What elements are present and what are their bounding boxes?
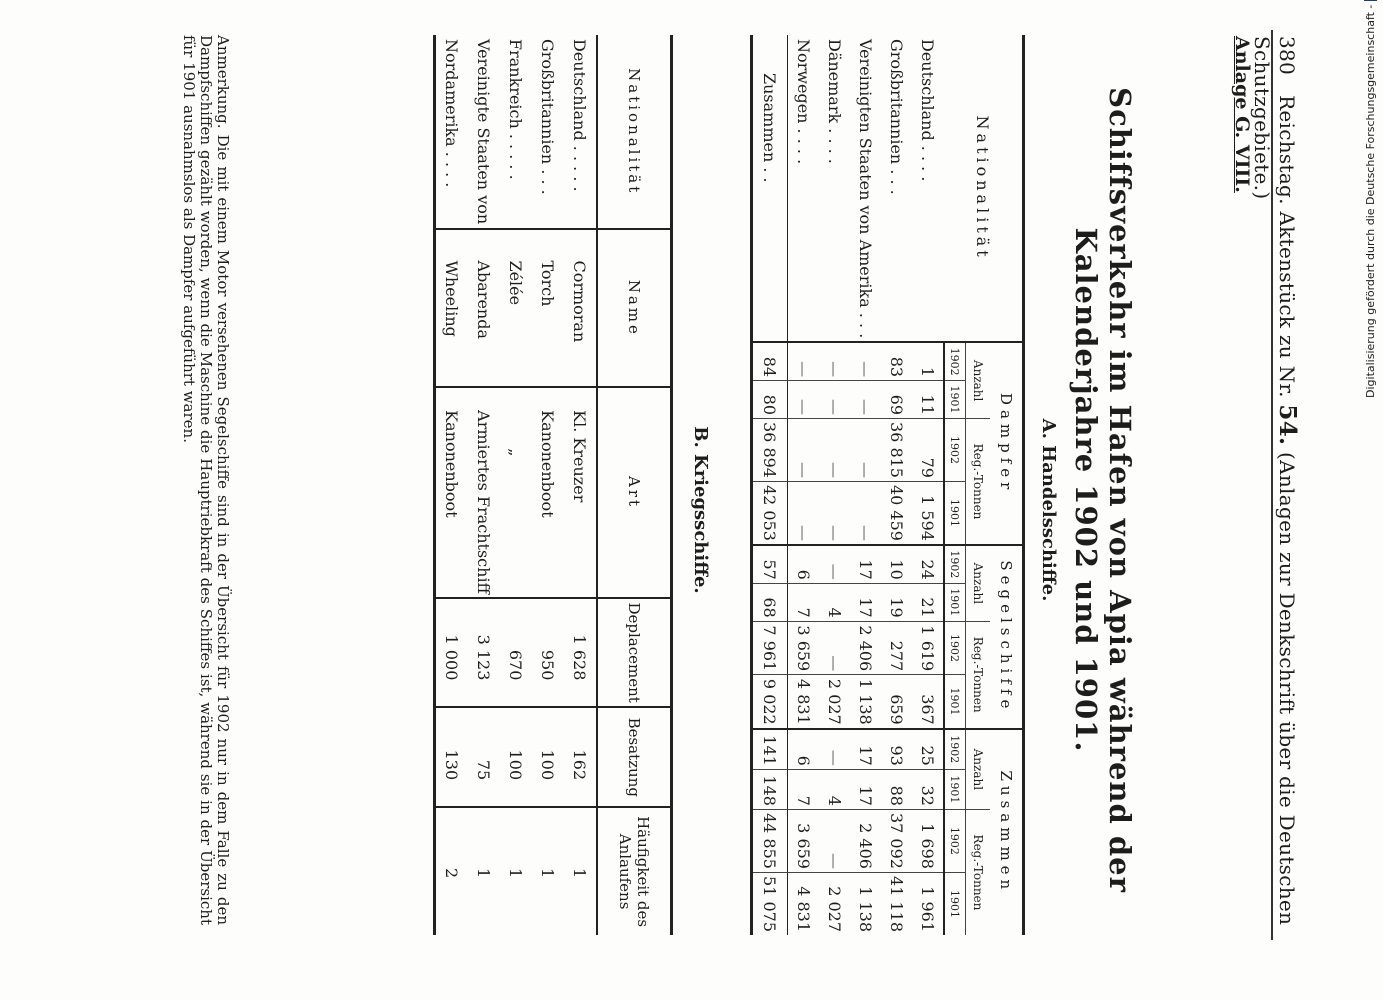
table-row — [468, 35, 500, 935]
cell-value: 36 894 — [752, 419, 788, 482]
cell-value: 2 027 — [819, 675, 850, 729]
sub-count: Anzahl — [966, 729, 991, 810]
cell-value: 141 — [752, 729, 788, 770]
year-label: 1901 — [944, 583, 966, 621]
cell-value: 10 — [881, 545, 912, 583]
cell-value: 36 815 — [881, 419, 912, 482]
crew: 75 — [468, 707, 500, 807]
cell-value: 9 022 — [752, 675, 788, 729]
table-body — [752, 35, 945, 935]
cell-value: 2 406 — [850, 621, 881, 675]
col-besatzung: Besatzung — [597, 707, 672, 807]
row-nationality: Dänemark . . . . — [819, 35, 850, 342]
header-rule — [1271, 30, 1273, 940]
cell-value: 1 698 — [912, 809, 944, 872]
cell-value: 17 — [850, 729, 881, 770]
cell-value: 367 — [912, 675, 944, 729]
header-text: Reichstag. Aktenstück zu Nr. — [1275, 95, 1299, 398]
cell-value: — — [788, 419, 820, 482]
col-deplacement: Deplacement — [597, 598, 672, 707]
year-label: 1901 — [944, 381, 966, 419]
cell-value: 1 961 — [918, 886, 937, 932]
deplacement: 1 628 — [564, 598, 597, 707]
table-body — [435, 35, 598, 935]
cell-value: 1 619 — [912, 621, 944, 675]
cell-value: — — [850, 342, 881, 380]
cell-value: 80 — [752, 381, 788, 419]
crew: 130 — [435, 707, 469, 807]
deplacement: 3 123 — [468, 598, 500, 707]
cell-value: — — [850, 481, 881, 544]
cell-value: 40 459 — [881, 481, 912, 544]
deplacement: 1 000 — [435, 598, 469, 707]
row-nationality: Deutschland . . . . — [912, 35, 944, 342]
cell-value: 32 — [912, 769, 944, 809]
row-nationality: Vereinigte Staaten von — [468, 35, 500, 229]
cell-value: 2 406 — [850, 809, 881, 872]
cell-value: 3 659 — [788, 809, 820, 872]
document-page — [9, 0, 1349, 960]
cell-value: 17 — [850, 545, 881, 583]
cell-value: 68 — [752, 583, 788, 621]
group-segelschiffe: Segelschiffe — [990, 545, 1024, 729]
cell-value: 11 — [912, 381, 944, 419]
call-frequency: 2 — [442, 867, 462, 879]
table-row — [881, 35, 912, 935]
cell-value: — — [788, 481, 820, 544]
crew: 100 — [500, 707, 532, 807]
cell-value: 79 — [912, 419, 944, 482]
cell-value: 1 138 — [856, 886, 875, 932]
ship-type: Kanonenboot — [532, 387, 564, 598]
cell-value: 37 092 — [881, 809, 912, 872]
cell-value: — — [819, 342, 850, 380]
sub-tons: Reg.-Tonnen — [966, 621, 991, 729]
ship-name: Zélée — [500, 229, 532, 387]
sub-tons: Reg.-Tonnen — [966, 419, 991, 545]
cell-value: — — [819, 381, 850, 419]
warships-table — [433, 35, 673, 935]
cell-value: 6 — [788, 729, 820, 770]
page-number: 380 — [1275, 36, 1299, 76]
cell-value: 21 — [912, 583, 944, 621]
cell-value: — — [819, 809, 850, 872]
ship-name: Wheeling — [435, 229, 469, 387]
cell-value: 57 — [752, 545, 788, 583]
cell-value: — — [819, 481, 850, 544]
row-nationality: Vereinigten Staaten von Amerika . . . — [850, 35, 881, 342]
cell-value: 7 961 — [752, 621, 788, 675]
cell-value: — — [819, 545, 850, 583]
ship-type: „ — [500, 387, 532, 598]
cell-value: 4 — [819, 769, 850, 809]
table-row — [500, 35, 532, 935]
year-label: 1901 — [944, 769, 966, 809]
cell-value: 83 — [881, 342, 912, 380]
cell-value: 7 — [788, 769, 820, 809]
table-row — [850, 35, 881, 935]
year-label: 1902 — [944, 419, 966, 482]
year-label: 1902 — [944, 809, 966, 872]
digitization-credit — [1364, 4, 1383, 398]
row-nationality: Großbritannien . . . — [532, 35, 564, 229]
col-nationality: Nationalität — [944, 35, 1024, 342]
cell-value: — — [788, 381, 820, 419]
sub-count: Anzahl — [966, 342, 991, 418]
cell-value: — — [819, 729, 850, 770]
cell-value: 41 118 — [887, 876, 906, 932]
cell-value: 51 075 — [752, 872, 788, 935]
page-title: Schiffsverkehr im Hafen von Apia während der Kalenderjahre 1902 und 1901. — [1069, 87, 1137, 893]
cell-value: — — [819, 419, 850, 482]
cell-value: — — [819, 621, 850, 675]
cell-value: 4 831 — [794, 886, 813, 932]
cell-value: 1 — [912, 342, 944, 380]
year-label: 1902 — [944, 621, 966, 675]
cell-value: — — [850, 419, 881, 482]
row-nationality: Großbritannien . . . — [881, 35, 912, 342]
cell-value: 4 — [819, 583, 850, 621]
cell-value: 93 — [881, 729, 912, 770]
cell-value: 3 659 — [788, 621, 820, 675]
cell-value: 17 — [850, 583, 881, 621]
digitization-text: Digitalisierung gefördert durch die Deutsche Forschungsgemeinschaft - — [1364, 4, 1377, 398]
cell-value: 44 855 — [752, 809, 788, 872]
ship-name: Cormoran — [564, 229, 597, 387]
cell-value: — — [788, 342, 820, 380]
table-row — [912, 35, 944, 935]
year-label: 1901 — [944, 481, 966, 544]
col-art: Art — [597, 387, 672, 598]
cell-value: 19 — [881, 583, 912, 621]
cell-value: 17 — [850, 769, 881, 809]
sub-count: Anzahl — [966, 545, 991, 621]
call-frequency: 1 — [474, 867, 494, 879]
total-row — [752, 35, 788, 935]
row-nationality: Nordamerika . . . . — [435, 35, 469, 229]
call-frequency: 1 — [506, 867, 526, 879]
table-row — [435, 35, 469, 935]
ship-name: Abarenda — [468, 229, 500, 387]
deplacement: 670 — [500, 598, 532, 707]
section-b-heading: B. Kriegsschiffe. — [690, 426, 711, 594]
col-name: Name — [597, 229, 672, 387]
footnote: Anmerkung. Die mit einem Motor versehenen Segelschiffe sind in der Übersicht für 1902 nur in dem Falle zu den Dampfschiffen gezählt worden, wenn die Maschine die Hauptriebkraft des Schiffes ist, während sie in der Übersicht für 1901 ausnahmslos als Dampfer aufgeführt waren. — [180, 35, 232, 925]
section-a-heading: A. Handelsschiffe. — [1038, 418, 1059, 602]
table-row — [564, 35, 597, 935]
call-frequency: 1 — [538, 867, 558, 879]
annex-label: Anlage G. VIII. — [1231, 36, 1253, 193]
crew: 162 — [564, 707, 597, 807]
header-annex-text: (Anlagen zur Denkschrift über die Deutschen Schutzgebiete.) — [1250, 36, 1299, 926]
year-label: 1901 — [944, 872, 966, 935]
cell-value: — — [850, 381, 881, 419]
year-label: 1902 — [944, 729, 966, 770]
cell-value: 1 594 — [912, 481, 944, 544]
cell-value: 4 831 — [788, 675, 820, 729]
running-header — [1250, 36, 1301, 960]
cell-value: 277 — [881, 621, 912, 675]
year-label: 1901 — [944, 675, 966, 729]
year-label: 1902 — [944, 545, 966, 583]
cell-value: 2 027 — [825, 886, 844, 932]
cell-value: 42 053 — [752, 481, 788, 544]
group-zusammen: Zusammen — [997, 770, 1015, 895]
cell-value: 148 — [752, 769, 788, 809]
cell-value: 7 — [788, 583, 820, 621]
ship-name: Torch — [532, 229, 564, 387]
year-label: 1902 — [944, 342, 966, 380]
table-row — [532, 35, 564, 935]
sub-tons: Reg.-Tonnen — [971, 834, 985, 911]
cell-value: 1 138 — [850, 675, 881, 729]
row-nationality: Zusammen . . — [752, 35, 788, 342]
cell-value: 659 — [881, 675, 912, 729]
doc-number: 54. — [1274, 404, 1301, 446]
ship-type: Kanonenboot — [435, 387, 469, 598]
call-frequency: 1 — [570, 867, 590, 879]
merchant-ships-table — [750, 35, 1025, 935]
dfg-logo — [1364, 0, 1377, 1]
row-nationality: Frankreich . . . . . — [500, 35, 532, 229]
deplacement: 950 — [532, 598, 564, 707]
table-row — [788, 35, 820, 935]
cell-value: 25 — [912, 729, 944, 770]
row-nationality: Norwegen . . . . — [788, 35, 820, 342]
cell-value: 88 — [881, 769, 912, 809]
ship-type: Kl. Kreuzer — [564, 387, 597, 598]
table-row — [819, 35, 850, 935]
row-nationality: Deutschland . . . . . — [564, 35, 597, 229]
col-nationality: Nationalität — [597, 35, 672, 229]
col-haeufigkeit: Häufigkeit des Anlaufens — [597, 807, 672, 935]
crew: 100 — [532, 707, 564, 807]
ship-type: Armiertes Frachtschiff — [468, 387, 500, 598]
cell-value: 69 — [881, 381, 912, 419]
cell-value: 24 — [912, 545, 944, 583]
cell-value: 84 — [752, 342, 788, 380]
cell-value: 6 — [788, 545, 820, 583]
group-dampfer: Dampfer — [990, 342, 1024, 545]
